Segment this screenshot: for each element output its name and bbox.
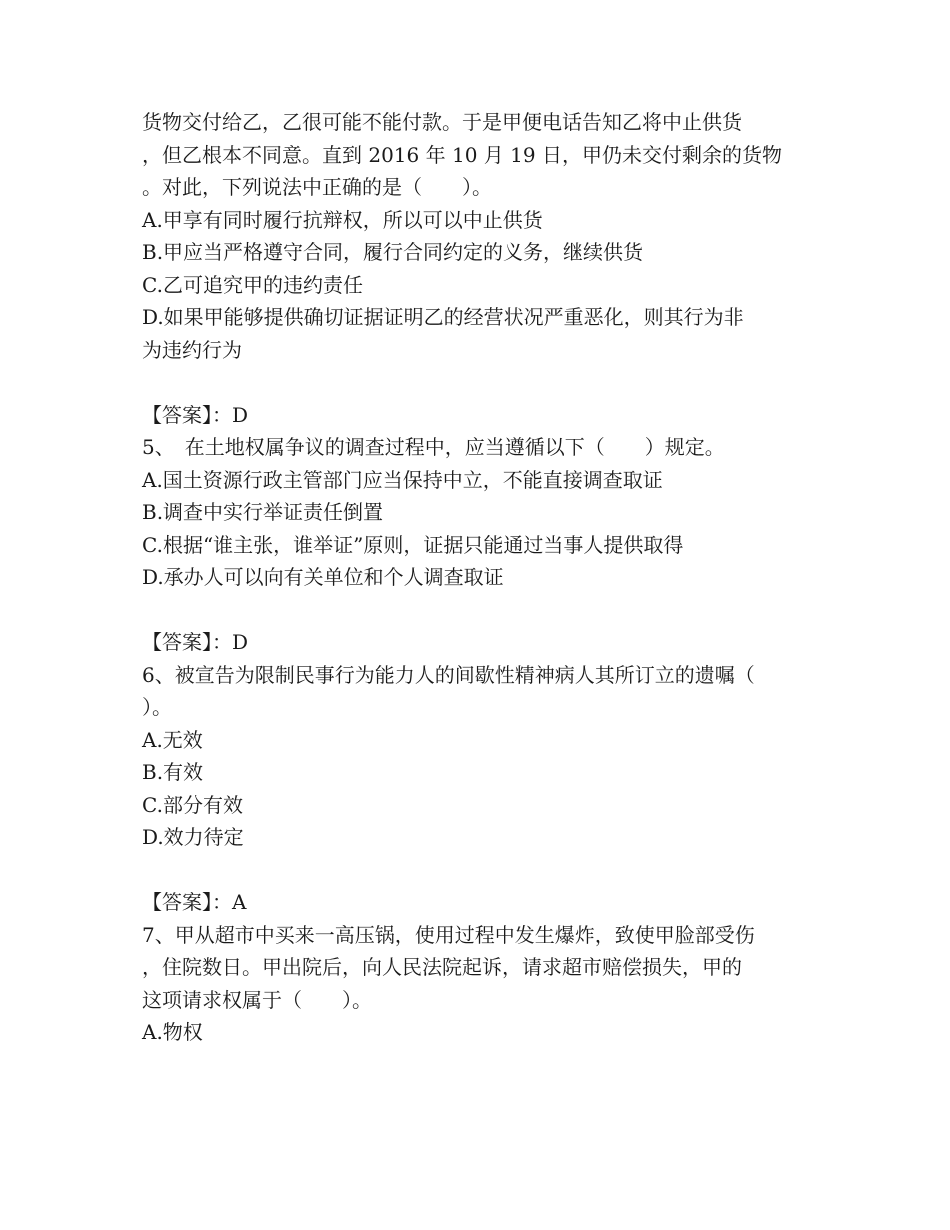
- question-6-stem-line-1: 6、被宣告为限制民事行为能力人的间歇性精神病人其所订立的遗嘱（: [142, 662, 755, 687]
- question-4-option-c: C.乙可追究甲的违约责任: [142, 272, 363, 297]
- question-4-option-a: A.甲享有同时履行抗辩权，所以可以中止供货: [142, 207, 543, 232]
- question-5-option-c: C.根据“谁主张，谁举证”原则，证据只能通过当事人提供取得: [142, 532, 684, 557]
- document-page: [142, 106, 822, 1049]
- question-5: [142, 431, 822, 659]
- question-5-answer: 【答案】：D: [142, 630, 249, 654]
- question-7-stem-line-1: 7、甲从超市中买来一高压锅，使用过程中发生爆炸，致使甲脸部受伤: [142, 922, 755, 947]
- question-6: [142, 659, 822, 919]
- question-7-stem-line-2: ，住院数日。甲出院后，向人民法院起诉，请求超市赔偿损失，甲的: [142, 955, 742, 979]
- spacer: [142, 594, 822, 627]
- question-7-option-a: A.物权: [142, 1020, 203, 1044]
- question-4: [142, 106, 822, 431]
- question-6-answer: 【答案】：A: [142, 890, 247, 914]
- question-4-option-d-line-2: 为违约行为: [142, 337, 242, 362]
- question-6-option-b: B.有效: [142, 760, 204, 784]
- question-4-option-b: B.甲应当严格遵守合同，履行合同约定的义务，继续供货: [142, 240, 644, 264]
- question-4-stem-line-3: 。对此，下列说法中正确的是（ ）。: [142, 175, 492, 199]
- spacer: [142, 854, 822, 887]
- question-6-option-c: C.部分有效: [142, 792, 243, 817]
- question-5-stem: 5、 在土地权属争议的调查过程中，应当遵循以下（ ）规定。: [142, 435, 725, 459]
- question-7: [142, 919, 822, 1049]
- question-5-option-b: B.调查中实行举证责任倒置: [142, 500, 384, 524]
- question-5-option-d: D.承办人可以向有关单位和个人调查取证: [142, 565, 504, 589]
- question-6-option-a: A.无效: [142, 727, 203, 752]
- question-5-option-a: A.国土资源行政主管部门应当保持中立，不能直接调查取证: [142, 467, 663, 492]
- question-7-stem-line-3: 这项请求权属于（ ）。: [142, 987, 372, 1012]
- spacer: [142, 366, 822, 399]
- question-4-stem-line-2: ，但乙根本不同意。直到 2016 年 10 月 19 日，甲仍未交付剩余的货物: [142, 142, 782, 167]
- question-6-stem-line-2: ）。: [142, 695, 172, 719]
- question-6-option-d: D.效力待定: [142, 825, 244, 849]
- question-4-option-d-line-1: D.如果甲能够提供确切证据证明乙的经营状况严重恶化，则其行为非: [142, 305, 744, 329]
- question-4-answer: 【答案】：D: [142, 402, 249, 427]
- question-4-stem-line-1: 货物交付给乙，乙很可能不能付款。于是甲便电话告知乙将中止供货: [142, 110, 742, 134]
